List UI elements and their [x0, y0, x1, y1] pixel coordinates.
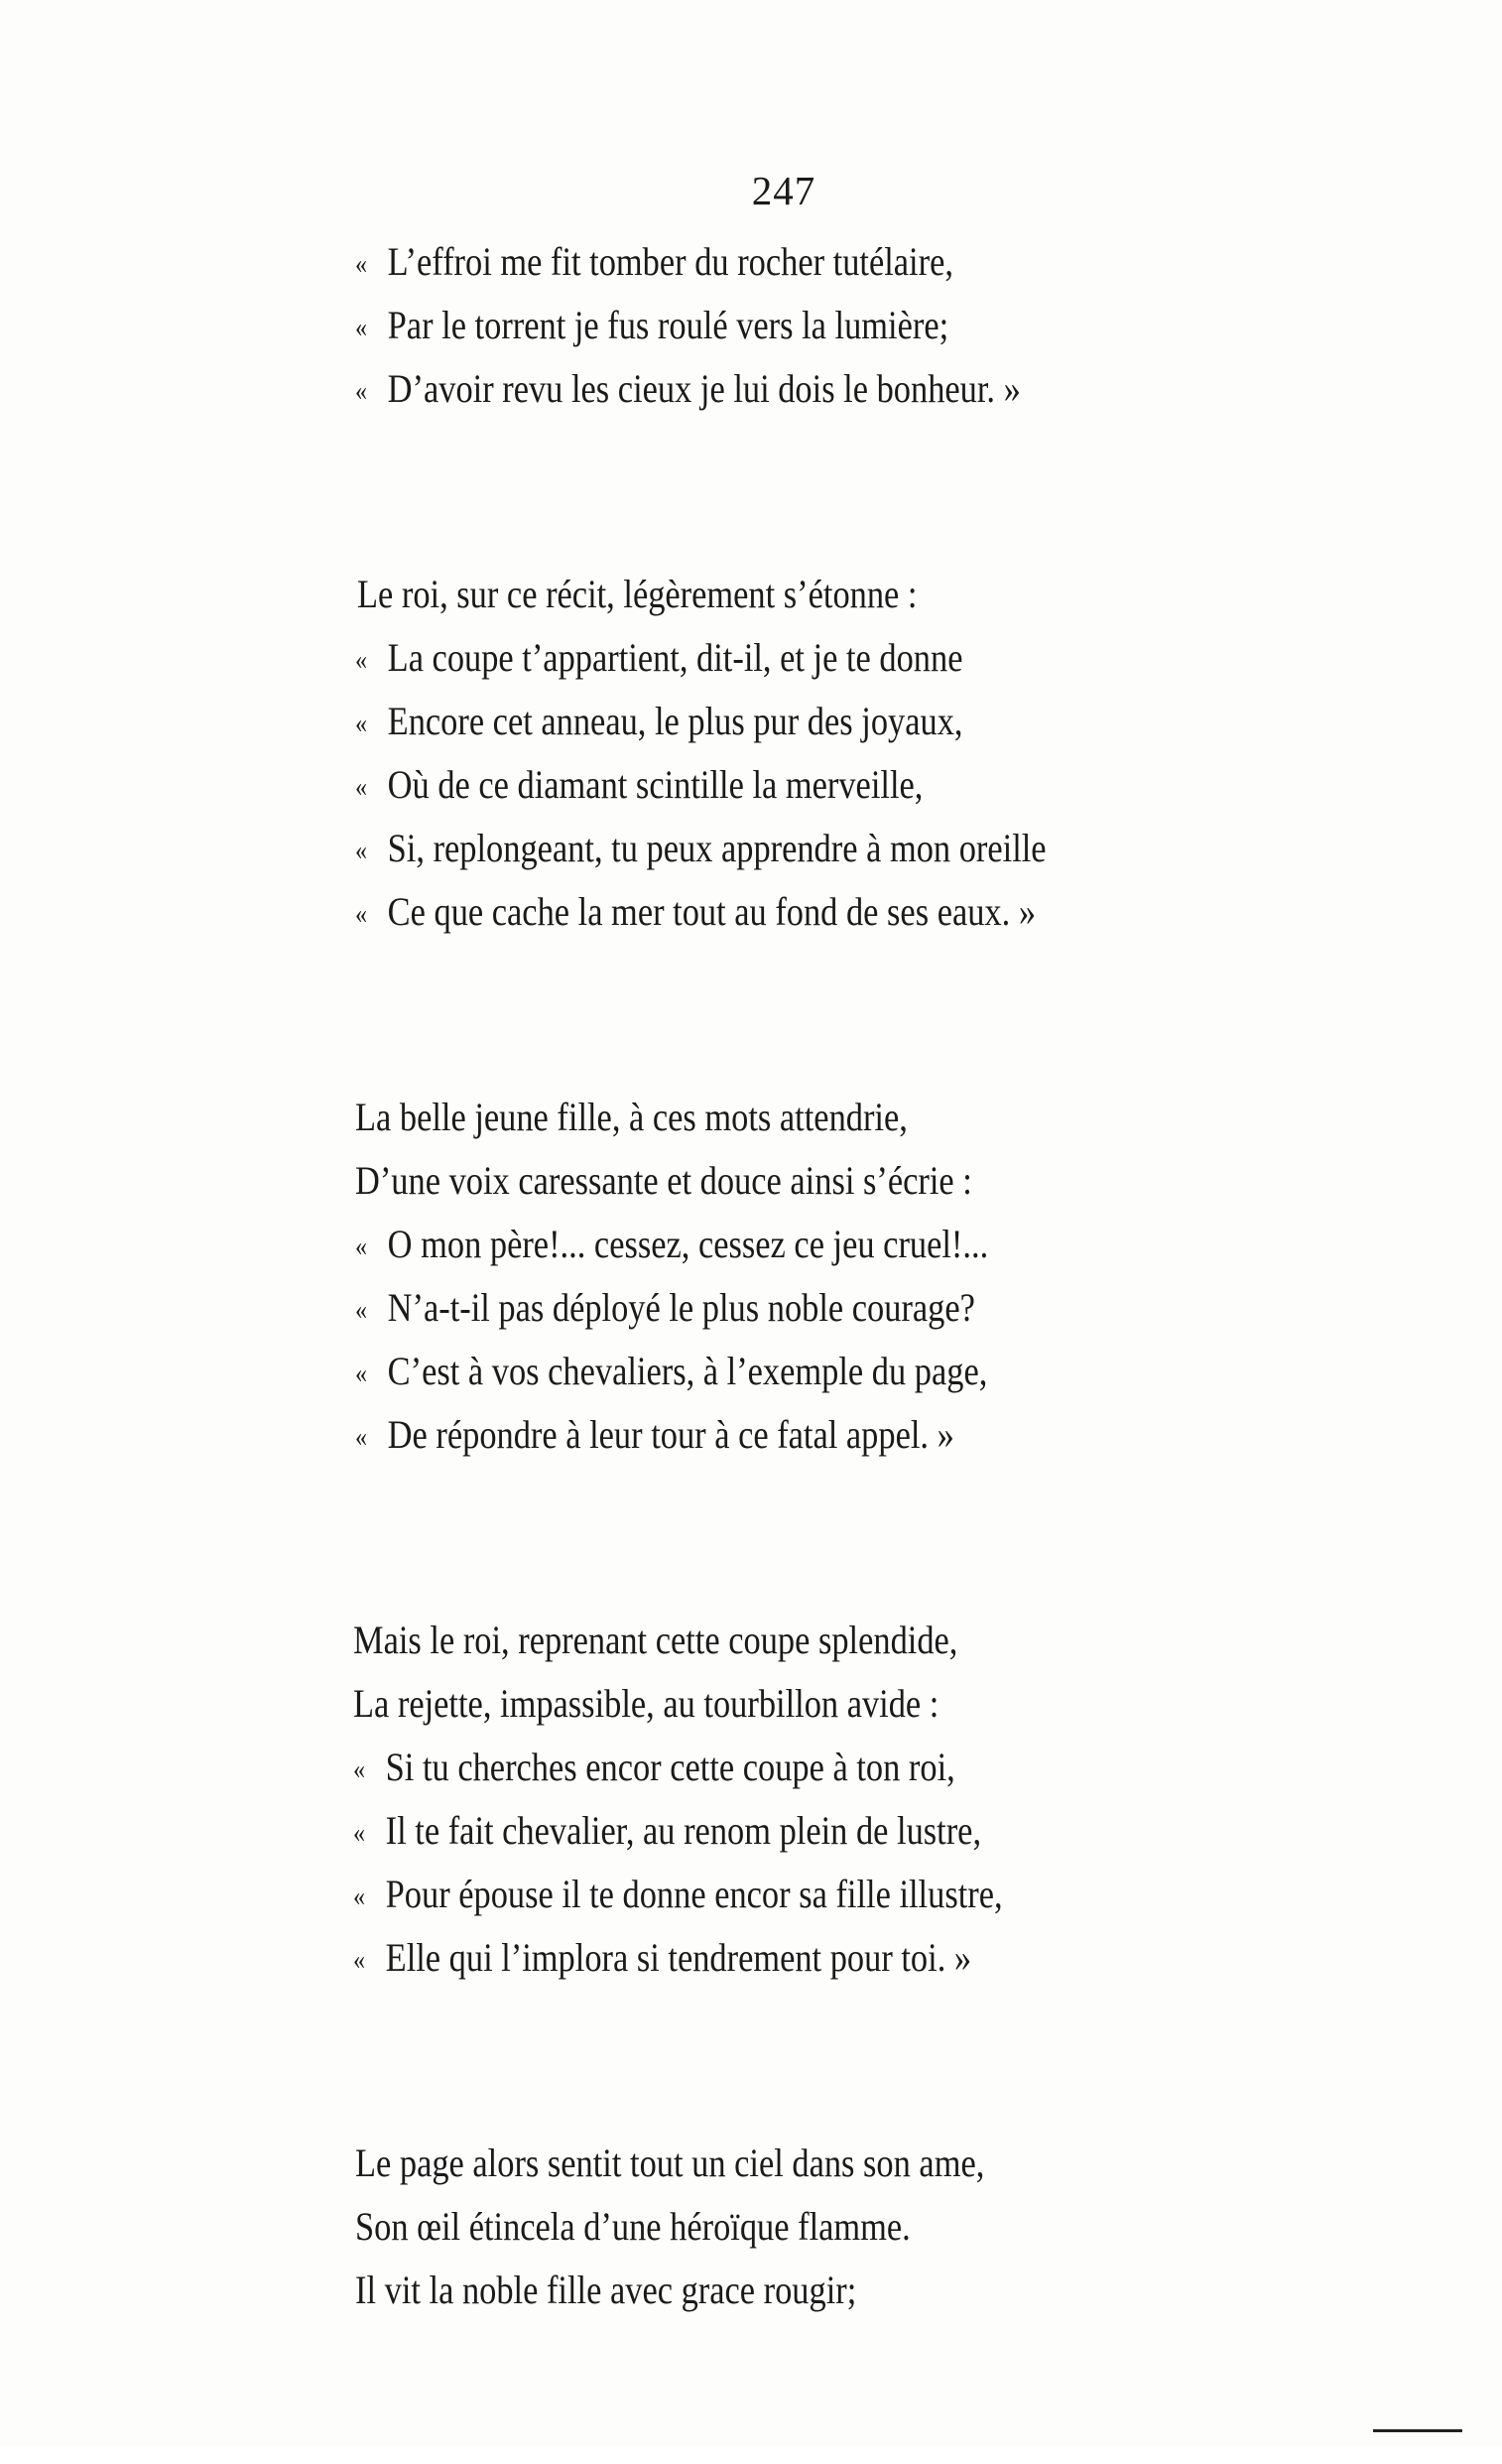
opening-quote-mark: «: [355, 836, 368, 866]
opening-quote-mark: «: [355, 1232, 368, 1262]
verse-line: [355, 2259, 1341, 2322]
opening-quote-mark: «: [355, 1359, 368, 1389]
verse-line: [355, 230, 1341, 294]
verse-line: [355, 690, 1341, 753]
verse-text: N’a-t-il pas déployé le plus noble courage?: [387, 1285, 975, 1330]
verse-text: Le page alors sentit tout un ciel dans son ame,: [355, 2140, 985, 2185]
verse-line: [353, 1926, 1341, 1990]
verse-line: [353, 1672, 1341, 1736]
verse-text: Ce que cache la mer tout au fond de ses eaux. »: [387, 889, 1037, 934]
verse-text: Encore cet anneau, le plus pur des joyaux,: [387, 699, 963, 743]
opening-quote-mark: «: [355, 709, 368, 739]
verse-line: [355, 1149, 1341, 1213]
verse-line: [355, 626, 1341, 690]
verse-line: [353, 1609, 1341, 1672]
verse-line: [355, 753, 1341, 817]
verse-text: L’effroi me fit tomber du rocher tutélaire,: [387, 239, 953, 284]
poem: [0, 230, 1502, 2464]
opening-quote-mark: «: [353, 1945, 366, 1976]
opening-quote-mark: «: [353, 1818, 366, 1849]
opening-quote-mark: «: [355, 899, 368, 930]
verse-text: Mais le roi, reprenant cette coupe splendide,: [353, 1618, 958, 1662]
verse-text: Il te fait chevalier, au renom plein de lustre,: [385, 1808, 982, 1853]
verse-line: [355, 2132, 1341, 2195]
opening-quote-mark: «: [355, 313, 368, 343]
verse-line: [355, 1276, 1341, 1340]
stanza-2: [0, 563, 1502, 944]
opening-quote-mark: «: [355, 1422, 368, 1453]
verse-line: [355, 1340, 1341, 1403]
verse-text: Si tu cherches encor cette coupe à ton roi,: [385, 1745, 955, 1789]
verse-line: [355, 1086, 1341, 1149]
verse-text: Où de ce diamant scintille la merveille,: [387, 762, 924, 807]
verse-line: [355, 880, 1341, 944]
verse-line: [355, 1403, 1341, 1467]
verse-text: De répondre à leur tour à ce fatal appel. »: [387, 1412, 954, 1457]
opening-quote-mark: «: [355, 772, 368, 803]
verse-text: Par le torrent je fus roulé vers la lumière;: [387, 303, 949, 347]
opening-quote-mark: «: [355, 1295, 368, 1326]
verse-line: [353, 1736, 1341, 1799]
verse-text: Il vit la noble fille avec grace rougir;: [355, 2268, 857, 2312]
opening-quote-mark: «: [355, 249, 368, 280]
opening-quote-mark: «: [353, 1754, 366, 1785]
verse-text: Si, replongeant, tu peux apprendre à mon oreille: [387, 826, 1047, 870]
stanza-1: [0, 230, 1502, 421]
verse-text: La rejette, impassible, au tourbillon avide :: [353, 1681, 939, 1726]
verse-text: Son œil étincela d’une héroïque flamme.: [355, 2204, 911, 2249]
verse-line: [353, 1799, 1341, 1863]
verse-line: [355, 817, 1341, 880]
verse-line: [355, 357, 1341, 421]
verse-text: Elle qui l’implora si tendrement pour toi. »: [385, 1935, 972, 1980]
page-number: 247: [751, 168, 816, 213]
verse-line: [357, 563, 1341, 626]
stanza-3: [0, 1086, 1502, 1467]
stanza-5: [0, 2132, 1502, 2322]
opening-quote-mark: «: [353, 1881, 366, 1912]
verse-text: Le roi, sur ce récit, légèrement s’étonne :: [357, 572, 918, 616]
verse-text: D’avoir revu les cieux je lui dois le bonheur. »: [387, 366, 1021, 411]
edge-rule: [1373, 2429, 1462, 2432]
verse-text: O mon père!... cessez, cessez ce jeu cruel!...: [387, 1222, 989, 1266]
opening-quote-mark: «: [355, 376, 368, 407]
stanza-4: [0, 1609, 1502, 1990]
verse-line: [353, 1863, 1341, 1926]
verse-text: Pour épouse il te donne encor sa fille illustre,: [385, 1872, 1003, 1916]
opening-quote-mark: «: [355, 645, 368, 676]
verse-text: D’une voix caressante et douce ainsi s’écrie :: [355, 1158, 972, 1203]
verse-text: La belle jeune fille, à ces mots attendrie,: [355, 1095, 908, 1139]
verse-text: La coupe t’appartient, dit-il, et je te donne: [387, 635, 963, 680]
verse-line: [355, 1213, 1341, 1276]
verse-line: [355, 2195, 1341, 2259]
verse-text: C’est à vos chevaliers, à l’exemple du page,: [387, 1349, 988, 1393]
verse-line: [355, 294, 1341, 357]
